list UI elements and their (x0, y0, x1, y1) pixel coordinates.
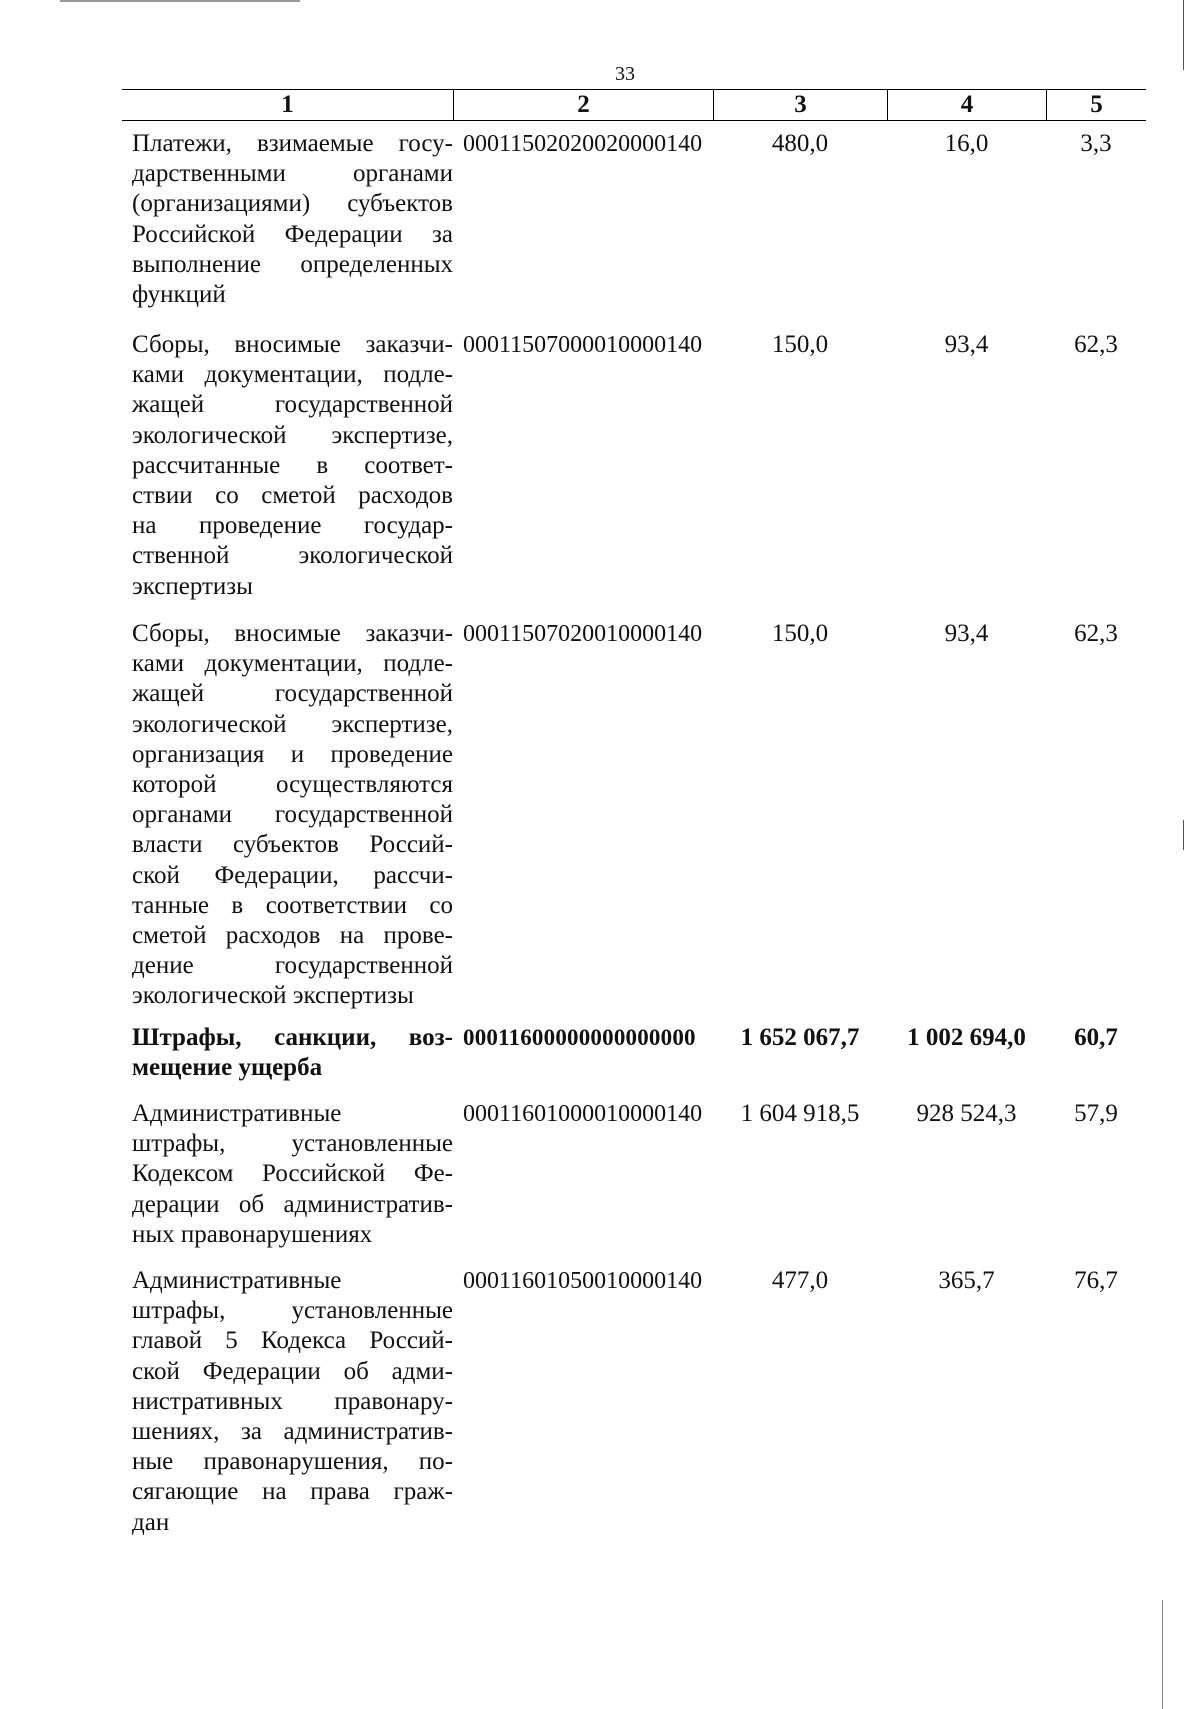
row-name-cell (122, 1082, 453, 1249)
name-line: дан (132, 1508, 170, 1536)
name-line: мещение ущерба (132, 1054, 323, 1082)
name-line: экологической экспертизе, (132, 421, 453, 449)
name-line: Административные (132, 1100, 342, 1127)
name-line: ками документации, подле- (132, 650, 453, 678)
scan-edge-line (1183, 820, 1184, 850)
name-line: Российской Федерации за (132, 220, 453, 248)
header-col-3: 3 (713, 90, 887, 120)
name-line: Сборы, вносимые заказчи- (132, 331, 453, 358)
name-line: ками документации, подле- (132, 361, 453, 389)
table-row (122, 1082, 1146, 1249)
row-value-col-3: 150,0 (771, 620, 829, 647)
row-value-col-4: 1 002 694,0 (907, 1024, 1026, 1051)
row-value-col-5: 57,9 (1074, 1100, 1118, 1127)
name-line: жащей государственной (132, 391, 453, 419)
name-line: сягающие на права граж- (132, 1478, 453, 1506)
header-col-5: 5 (1046, 90, 1146, 120)
scan-edge-line (1183, 0, 1184, 70)
row-code-cell: 00011600000000000000 (463, 1025, 696, 1050)
header-col-4: 4 (887, 90, 1046, 120)
row-code-cell: 00011601000010000140 (463, 1101, 703, 1127)
name-line: выполнение определенных (132, 250, 453, 278)
row-code-cell: 00011507020010000140 (463, 621, 703, 647)
page-number: 33 (615, 63, 635, 85)
row-value-col-4: 365,7 (938, 1267, 995, 1294)
table-row (122, 602, 1146, 1012)
row-code-cell: 00011502020020000140 (463, 131, 703, 157)
row-value-col-5: 62,3 (1074, 620, 1118, 647)
name-line: танные в соответствии со (132, 891, 453, 919)
name-line: нистративных правонару- (132, 1387, 453, 1415)
name-line: шениях, за административ- (132, 1418, 453, 1446)
row-name-cell (122, 121, 453, 313)
row-value-col-5: 76,7 (1074, 1267, 1118, 1294)
row-code-cell: 00011601050010000140 (463, 1268, 703, 1294)
table-row (122, 121, 1146, 313)
name-line: Административные (132, 1267, 342, 1294)
name-line: штрафы, установленные (132, 1130, 453, 1158)
name-line: экологической экспертизы (132, 982, 414, 1010)
row-value-col-4: 93,4 (944, 331, 989, 358)
row-name-cell (122, 1249, 453, 1536)
row-code-cell: 00011507000010000140 (463, 332, 703, 358)
row-value-col-3: 477,0 (771, 1267, 829, 1294)
name-line: на проведение государ- (132, 512, 453, 540)
row-value-col-4: 928 524,3 (916, 1100, 1017, 1127)
row-name-cell (122, 313, 453, 602)
row-value-col-5: 3,3 (1080, 130, 1112, 157)
scan-top-line (60, 0, 300, 2)
name-line: Платежи, взимаемые госу- (132, 130, 453, 157)
name-line: рассчитанные в соответ- (132, 451, 453, 479)
row-name-cell (122, 1012, 453, 1082)
name-line: ской Федерации, рассчи- (132, 861, 453, 889)
name-line: ской Федерации об адми- (132, 1357, 453, 1385)
name-line: функций (132, 281, 226, 309)
row-value-col-3: 1 652 067,7 (740, 1024, 860, 1051)
name-line: органами государственной (132, 801, 453, 829)
table-row (122, 1249, 1146, 1536)
row-value-col-4: 93,4 (944, 620, 989, 647)
name-line: Сборы, вносимые заказчи- (132, 620, 453, 647)
name-line: Штрафы, санкции, воз- (132, 1024, 453, 1051)
row-value-col-3: 480,0 (771, 130, 829, 157)
row-value-col-4: 16,0 (944, 130, 989, 157)
name-line: дарственными органами (132, 160, 453, 188)
name-line: экспертизы (132, 572, 253, 600)
name-line: ствии со сметой расходов (132, 482, 453, 510)
name-line: дение государственной (132, 952, 453, 980)
table-row (122, 1012, 1146, 1082)
header-col-2: 2 (453, 90, 713, 120)
scan-edge-line (1162, 1600, 1163, 1709)
name-line: Кодексом Российской Фе- (132, 1160, 453, 1188)
name-line: сметой расходов на прове- (132, 922, 453, 950)
name-line: штрафы, установленные (132, 1297, 453, 1325)
name-line: ные правонарушения, по- (132, 1448, 453, 1476)
name-line: дерации об административ- (132, 1190, 453, 1218)
name-line: (организациями) субъектов (132, 190, 453, 218)
name-line: жащей государственной (132, 680, 453, 708)
row-value-col-3: 150,0 (771, 331, 829, 358)
table-body (122, 121, 1146, 1536)
name-line: которой осуществляются (132, 771, 453, 799)
name-line: власти субъектов Россий- (132, 831, 453, 859)
name-line: ственной экологической (132, 542, 453, 570)
name-line: главой 5 Кодекса Россий- (132, 1327, 453, 1355)
row-value-col-5: 60,7 (1074, 1024, 1118, 1051)
table-row (122, 313, 1146, 602)
table-header-row (122, 90, 1146, 121)
name-line: ных правонарушениях (132, 1220, 373, 1248)
header-col-1: 1 (281, 91, 294, 118)
name-line: экологической экспертизе, (132, 710, 453, 738)
row-value-col-5: 62,3 (1074, 331, 1118, 358)
row-value-col-3: 1 604 918,5 (740, 1100, 860, 1127)
budget-table (122, 89, 1146, 1536)
name-line: организация и проведение (132, 740, 453, 768)
row-name-cell (122, 602, 453, 1012)
